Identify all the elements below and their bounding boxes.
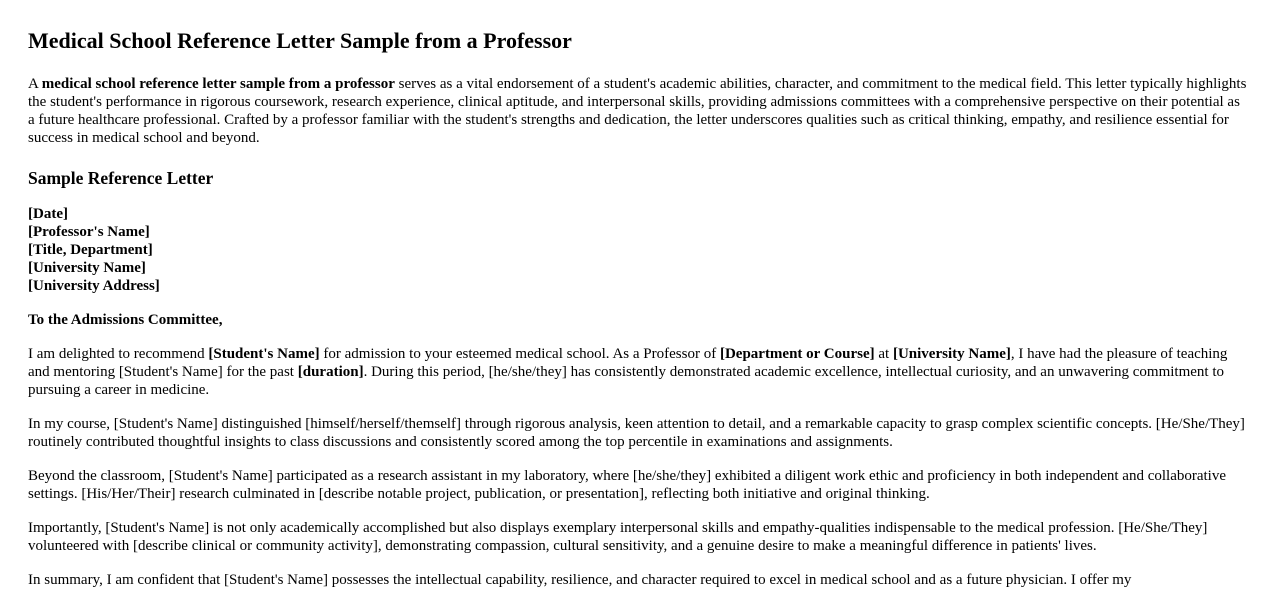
p1-text-1: I am delighted to recommend (28, 346, 209, 362)
intro-bold-phrase: medical school reference letter sample from a professor (41, 76, 395, 92)
intro-prefix: A (28, 76, 42, 92)
p1-duration: [duration] (297, 364, 364, 380)
title-department-placeholder: [Title, Department] (28, 242, 153, 258)
page-title: Medical School Reference Letter Sample from a Professor (28, 28, 572, 53)
letter-paragraph-5: In summary, I am confident that [Student's Name] possesses the intellectual capability, resilience, and character required to excel in medical school and as a future physician. I offer my (28, 572, 1132, 588)
letter-paragraph-3: Beyond the classroom, [Student's Name] participated as a research assistant in my laboratory, where [he/she/they] exhibited a diligent work ethic and proficiency in both independent and collaborative settings. [His/Her/Their] research culminated in [describe notable project, publication, or presentation], reflecting both initiative and original thinking. (28, 468, 1227, 502)
p1-text-4: , I have had the pleasure of teaching and mentoring [Student's Name] for the past (28, 346, 1228, 380)
p1-university-name: [University Name] (892, 346, 1011, 362)
letter-salutation: To the Admissions Committee, (28, 312, 223, 328)
p1-text-5: . During this period, [he/she/they] has consistently demonstrated academic excellence, intellectual curiosity, and an unwavering commitment to pursuing a career in medicine. (28, 364, 1225, 398)
intro-paragraph (28, 75, 1250, 147)
p1-department: [Department or Course] (719, 346, 875, 362)
university-address-placeholder: [University Address] (28, 278, 160, 294)
intro-text: serves as a vital endorsement of a student's academic abilities, character, and commitment to the medical field. This letter typically highlights the student's performance in rigorous coursework, research experience, clinical aptitude, and interpersonal skills, providing admissions committees with a comprehensive perspective on their potential as a future healthcare professional. Crafted by a professor familiar with the student's strengths and dedication, the letter underscores qualities such as critical thinking, empathy, and resilience essential for success in medical school and beyond. (28, 76, 1247, 146)
letter-paragraph-2: In my course, [Student's Name] distinguished [himself/herself/themself] through rigorous analysis, keen attention to detail, and a remarkable capacity to grasp complex scientific concepts. [He/She/They] routinely contributed thoughtful insights to class discussions and consistently scored among the top percentile in examinations and assignments. (28, 416, 1245, 450)
letter-paragraph-1 (28, 345, 1250, 399)
p1-text-3: at (874, 346, 893, 362)
p1-student-name: [Student's Name] (208, 346, 320, 362)
letter-paragraph-4: Importantly, [Student's Name] is not only academically accomplished but also displays exemplary interpersonal skills and empathy-qualities indispensable to the medical profession. [He/She/They] volunteered with [describe clinical or community activity], demonstrating compassion, cultural sensitivity, and a genuine desire to make a meaningful difference in patients' lives. (28, 520, 1208, 554)
date-placeholder: [Date] (28, 206, 68, 222)
professor-name-placeholder: [Professor's Name] (28, 224, 150, 240)
letter-address-block (28, 205, 1250, 295)
section-heading: Sample Reference Letter (28, 168, 214, 188)
p1-text-2: for admission to your esteemed medical school. As a Professor of (319, 346, 720, 362)
university-name-placeholder: [University Name] (28, 260, 146, 276)
